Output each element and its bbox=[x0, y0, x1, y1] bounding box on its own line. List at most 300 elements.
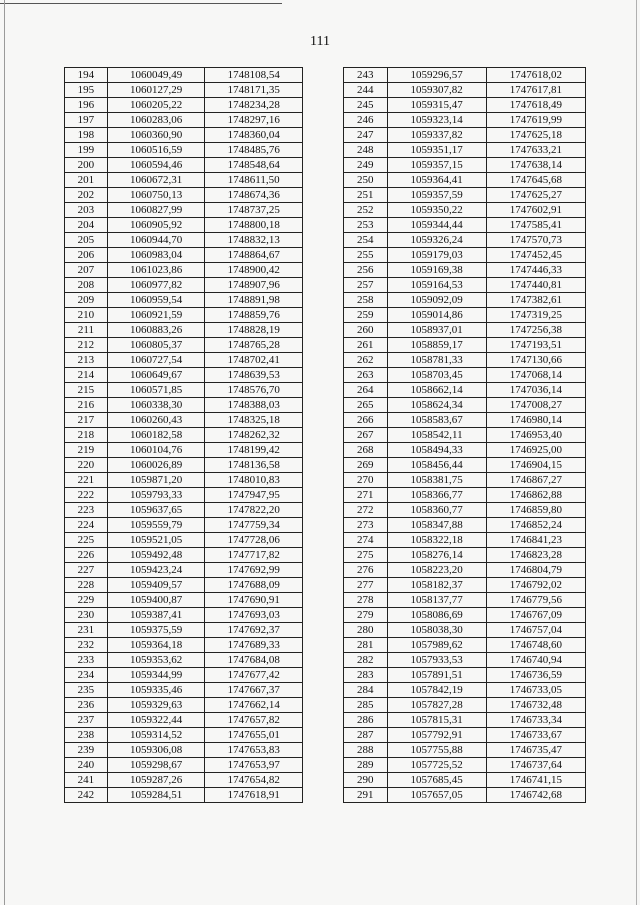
x-coordinate-cell: 1058456,44 bbox=[387, 458, 486, 473]
point-number-cell: 291 bbox=[344, 788, 388, 803]
y-coordinate-cell: 1746804,79 bbox=[486, 563, 585, 578]
point-number-cell: 205 bbox=[65, 233, 108, 248]
table-row bbox=[65, 593, 303, 608]
x-coordinate-cell: 1060883,26 bbox=[107, 323, 205, 338]
x-coordinate-cell: 1058781,33 bbox=[387, 353, 486, 368]
page-edge-right bbox=[636, 0, 637, 905]
x-coordinate-cell: 1059350,22 bbox=[387, 203, 486, 218]
table-row bbox=[65, 398, 303, 413]
table-row bbox=[65, 473, 303, 488]
point-number-cell: 256 bbox=[344, 263, 388, 278]
x-coordinate-cell: 1059353,62 bbox=[107, 653, 205, 668]
point-number-cell: 267 bbox=[344, 428, 388, 443]
x-coordinate-cell: 1059335,46 bbox=[107, 683, 205, 698]
y-coordinate-cell: 1747677,42 bbox=[205, 668, 303, 683]
table-row bbox=[344, 608, 586, 623]
table-row bbox=[65, 578, 303, 593]
x-coordinate-cell: 1060205,22 bbox=[107, 98, 205, 113]
x-coordinate-cell: 1057989,62 bbox=[387, 638, 486, 653]
table-row bbox=[65, 488, 303, 503]
table-row bbox=[344, 638, 586, 653]
y-coordinate-cell: 1748234,28 bbox=[205, 98, 303, 113]
table-row bbox=[344, 293, 586, 308]
y-coordinate-cell: 1747625,18 bbox=[486, 128, 585, 143]
table-row bbox=[65, 533, 303, 548]
y-coordinate-cell: 1747036,14 bbox=[486, 383, 585, 398]
y-coordinate-cell: 1748832,13 bbox=[205, 233, 303, 248]
table-row bbox=[344, 323, 586, 338]
x-coordinate-cell: 1057827,28 bbox=[387, 698, 486, 713]
x-coordinate-cell: 1059329,63 bbox=[107, 698, 205, 713]
x-coordinate-cell: 1060283,06 bbox=[107, 113, 205, 128]
point-number-cell: 197 bbox=[65, 113, 108, 128]
x-coordinate-cell: 1060983,04 bbox=[107, 248, 205, 263]
table-row bbox=[344, 113, 586, 128]
y-coordinate-cell: 1747625,27 bbox=[486, 188, 585, 203]
y-coordinate-cell: 1747692,99 bbox=[205, 563, 303, 578]
y-coordinate-cell: 1748171,35 bbox=[205, 83, 303, 98]
x-coordinate-cell: 1059409,57 bbox=[107, 578, 205, 593]
x-coordinate-cell: 1060944,70 bbox=[107, 233, 205, 248]
table-row bbox=[65, 548, 303, 563]
table-row bbox=[65, 98, 303, 113]
x-coordinate-cell: 1058347,88 bbox=[387, 518, 486, 533]
x-coordinate-cell: 1058381,75 bbox=[387, 473, 486, 488]
point-number-cell: 209 bbox=[65, 293, 108, 308]
point-number-cell: 217 bbox=[65, 413, 108, 428]
y-coordinate-cell: 1748611,50 bbox=[205, 173, 303, 188]
x-coordinate-cell: 1060805,37 bbox=[107, 338, 205, 353]
x-coordinate-cell: 1057725,52 bbox=[387, 758, 486, 773]
point-number-cell: 271 bbox=[344, 488, 388, 503]
y-coordinate-cell: 1748828,19 bbox=[205, 323, 303, 338]
y-coordinate-cell: 1747822,20 bbox=[205, 503, 303, 518]
table-row bbox=[344, 668, 586, 683]
table-row bbox=[344, 398, 586, 413]
point-number-cell: 258 bbox=[344, 293, 388, 308]
y-coordinate-cell: 1748010,83 bbox=[205, 473, 303, 488]
y-coordinate-cell: 1746757,04 bbox=[486, 623, 585, 638]
table-row bbox=[65, 383, 303, 398]
x-coordinate-cell: 1060977,82 bbox=[107, 278, 205, 293]
y-coordinate-cell: 1746741,15 bbox=[486, 773, 585, 788]
point-number-cell: 238 bbox=[65, 728, 108, 743]
point-number-cell: 235 bbox=[65, 683, 108, 698]
y-coordinate-cell: 1747759,34 bbox=[205, 518, 303, 533]
table-row bbox=[344, 143, 586, 158]
point-number-cell: 228 bbox=[65, 578, 108, 593]
table-row bbox=[344, 578, 586, 593]
table-row bbox=[344, 593, 586, 608]
point-number-cell: 261 bbox=[344, 338, 388, 353]
table-row bbox=[65, 758, 303, 773]
x-coordinate-cell: 1060921,59 bbox=[107, 308, 205, 323]
table-row bbox=[344, 503, 586, 518]
table-row bbox=[65, 233, 303, 248]
y-coordinate-cell: 1746792,02 bbox=[486, 578, 585, 593]
x-coordinate-cell: 1060260,43 bbox=[107, 413, 205, 428]
y-coordinate-cell: 1748360,04 bbox=[205, 128, 303, 143]
table-row bbox=[344, 713, 586, 728]
x-coordinate-cell: 1058038,30 bbox=[387, 623, 486, 638]
y-coordinate-cell: 1748199,42 bbox=[205, 443, 303, 458]
table-row bbox=[65, 83, 303, 98]
point-number-cell: 201 bbox=[65, 173, 108, 188]
table-row bbox=[344, 68, 586, 83]
y-coordinate-cell: 1747008,27 bbox=[486, 398, 585, 413]
point-number-cell: 195 bbox=[65, 83, 108, 98]
y-coordinate-cell: 1748548,64 bbox=[205, 158, 303, 173]
y-coordinate-cell: 1747617,81 bbox=[486, 83, 585, 98]
table-row bbox=[65, 788, 303, 803]
table-row bbox=[344, 383, 586, 398]
point-number-cell: 264 bbox=[344, 383, 388, 398]
point-number-cell: 286 bbox=[344, 713, 388, 728]
table-row bbox=[344, 533, 586, 548]
y-coordinate-cell: 1747717,82 bbox=[205, 548, 303, 563]
y-coordinate-cell: 1748297,16 bbox=[205, 113, 303, 128]
table-row bbox=[65, 503, 303, 518]
x-coordinate-cell: 1060026,89 bbox=[107, 458, 205, 473]
x-coordinate-cell: 1060571,85 bbox=[107, 383, 205, 398]
x-coordinate-cell: 1058223,20 bbox=[387, 563, 486, 578]
point-number-cell: 254 bbox=[344, 233, 388, 248]
x-coordinate-cell: 1057755,88 bbox=[387, 743, 486, 758]
y-coordinate-cell: 1747618,02 bbox=[486, 68, 585, 83]
point-number-cell: 257 bbox=[344, 278, 388, 293]
point-number-cell: 279 bbox=[344, 608, 388, 623]
y-coordinate-cell: 1748108,54 bbox=[205, 68, 303, 83]
y-coordinate-cell: 1748737,25 bbox=[205, 203, 303, 218]
y-coordinate-cell: 1747662,14 bbox=[205, 698, 303, 713]
x-coordinate-cell: 1060516,59 bbox=[107, 143, 205, 158]
x-coordinate-cell: 1059284,51 bbox=[107, 788, 205, 803]
point-number-cell: 290 bbox=[344, 773, 388, 788]
x-coordinate-cell: 1059323,14 bbox=[387, 113, 486, 128]
table-row bbox=[344, 548, 586, 563]
y-coordinate-cell: 1746904,15 bbox=[486, 458, 585, 473]
y-coordinate-cell: 1747256,38 bbox=[486, 323, 585, 338]
table-row bbox=[344, 248, 586, 263]
table-row bbox=[344, 353, 586, 368]
table-row bbox=[65, 113, 303, 128]
table-row bbox=[65, 728, 303, 743]
x-coordinate-cell: 1060338,30 bbox=[107, 398, 205, 413]
table-row bbox=[65, 143, 303, 158]
table-row bbox=[344, 428, 586, 443]
x-coordinate-cell: 1057685,45 bbox=[387, 773, 486, 788]
x-coordinate-cell: 1058542,11 bbox=[387, 428, 486, 443]
table-row bbox=[65, 668, 303, 683]
x-coordinate-cell: 1059357,15 bbox=[387, 158, 486, 173]
table-row bbox=[65, 698, 303, 713]
y-coordinate-cell: 1747585,41 bbox=[486, 218, 585, 233]
table-row bbox=[344, 173, 586, 188]
x-coordinate-cell: 1060905,92 bbox=[107, 218, 205, 233]
y-coordinate-cell: 1746953,40 bbox=[486, 428, 585, 443]
y-coordinate-cell: 1746735,47 bbox=[486, 743, 585, 758]
x-coordinate-cell: 1058322,18 bbox=[387, 533, 486, 548]
y-coordinate-cell: 1746732,48 bbox=[486, 698, 585, 713]
point-number-cell: 194 bbox=[65, 68, 108, 83]
table-row bbox=[65, 563, 303, 578]
x-coordinate-cell: 1058583,67 bbox=[387, 413, 486, 428]
table-row bbox=[65, 158, 303, 173]
table-row bbox=[65, 518, 303, 533]
point-number-cell: 281 bbox=[344, 638, 388, 653]
point-number-cell: 236 bbox=[65, 698, 108, 713]
point-number-cell: 245 bbox=[344, 98, 388, 113]
x-coordinate-cell: 1059169,38 bbox=[387, 263, 486, 278]
y-coordinate-cell: 1748859,76 bbox=[205, 308, 303, 323]
y-coordinate-cell: 1748325,18 bbox=[205, 413, 303, 428]
x-coordinate-cell: 1058086,69 bbox=[387, 608, 486, 623]
x-coordinate-cell: 1058624,34 bbox=[387, 398, 486, 413]
point-number-cell: 260 bbox=[344, 323, 388, 338]
y-coordinate-cell: 1746841,23 bbox=[486, 533, 585, 548]
point-number-cell: 222 bbox=[65, 488, 108, 503]
table-row bbox=[65, 278, 303, 293]
x-coordinate-cell: 1058276,14 bbox=[387, 548, 486, 563]
x-coordinate-cell: 1060672,31 bbox=[107, 173, 205, 188]
y-coordinate-cell: 1748900,42 bbox=[205, 263, 303, 278]
y-coordinate-cell: 1748702,41 bbox=[205, 353, 303, 368]
point-number-cell: 276 bbox=[344, 563, 388, 578]
y-coordinate-cell: 1747667,37 bbox=[205, 683, 303, 698]
point-number-cell: 277 bbox=[344, 578, 388, 593]
x-coordinate-cell: 1059423,24 bbox=[107, 563, 205, 578]
y-coordinate-cell: 1747618,49 bbox=[486, 98, 585, 113]
point-number-cell: 272 bbox=[344, 503, 388, 518]
table-row bbox=[65, 353, 303, 368]
table-row bbox=[65, 683, 303, 698]
y-coordinate-cell: 1746748,60 bbox=[486, 638, 585, 653]
point-number-cell: 210 bbox=[65, 308, 108, 323]
y-coordinate-cell: 1747570,73 bbox=[486, 233, 585, 248]
point-number-cell: 221 bbox=[65, 473, 108, 488]
table-row bbox=[344, 488, 586, 503]
y-coordinate-cell: 1746823,28 bbox=[486, 548, 585, 563]
point-number-cell: 243 bbox=[344, 68, 388, 83]
y-coordinate-cell: 1746767,09 bbox=[486, 608, 585, 623]
table-row bbox=[344, 473, 586, 488]
point-number-cell: 231 bbox=[65, 623, 108, 638]
coordinates-table-left bbox=[64, 67, 303, 803]
x-coordinate-cell: 1060104,76 bbox=[107, 443, 205, 458]
x-coordinate-cell: 1058662,14 bbox=[387, 383, 486, 398]
point-number-cell: 208 bbox=[65, 278, 108, 293]
point-number-cell: 288 bbox=[344, 743, 388, 758]
x-coordinate-cell: 1057815,31 bbox=[387, 713, 486, 728]
table-row bbox=[65, 203, 303, 218]
point-number-cell: 224 bbox=[65, 518, 108, 533]
table-row bbox=[344, 158, 586, 173]
point-number-cell: 262 bbox=[344, 353, 388, 368]
table-row bbox=[344, 458, 586, 473]
table-row bbox=[65, 743, 303, 758]
y-coordinate-cell: 1747618,91 bbox=[205, 788, 303, 803]
table-row bbox=[65, 713, 303, 728]
table-row bbox=[344, 683, 586, 698]
point-number-cell: 207 bbox=[65, 263, 108, 278]
y-coordinate-cell: 1747693,03 bbox=[205, 608, 303, 623]
point-number-cell: 232 bbox=[65, 638, 108, 653]
y-coordinate-cell: 1747692,37 bbox=[205, 623, 303, 638]
y-coordinate-cell: 1747728,06 bbox=[205, 533, 303, 548]
point-number-cell: 263 bbox=[344, 368, 388, 383]
y-coordinate-cell: 1746740,94 bbox=[486, 653, 585, 668]
top-rule bbox=[0, 3, 282, 4]
y-coordinate-cell: 1748674,36 bbox=[205, 188, 303, 203]
table-row bbox=[65, 368, 303, 383]
point-number-cell: 223 bbox=[65, 503, 108, 518]
table-row bbox=[344, 443, 586, 458]
coordinates-table-right bbox=[343, 67, 586, 803]
x-coordinate-cell: 1059344,44 bbox=[387, 218, 486, 233]
x-coordinate-cell: 1059559,79 bbox=[107, 518, 205, 533]
y-coordinate-cell: 1747688,09 bbox=[205, 578, 303, 593]
point-number-cell: 268 bbox=[344, 443, 388, 458]
x-coordinate-cell: 1059521,05 bbox=[107, 533, 205, 548]
y-coordinate-cell: 1747633,21 bbox=[486, 143, 585, 158]
x-coordinate-cell: 1057657,05 bbox=[387, 788, 486, 803]
table-row bbox=[65, 443, 303, 458]
x-coordinate-cell: 1059387,41 bbox=[107, 608, 205, 623]
table-row bbox=[344, 368, 586, 383]
y-coordinate-cell: 1746862,88 bbox=[486, 488, 585, 503]
point-number-cell: 198 bbox=[65, 128, 108, 143]
point-number-cell: 233 bbox=[65, 653, 108, 668]
x-coordinate-cell: 1058937,01 bbox=[387, 323, 486, 338]
x-coordinate-cell: 1059793,33 bbox=[107, 488, 205, 503]
table-row bbox=[344, 218, 586, 233]
point-number-cell: 213 bbox=[65, 353, 108, 368]
y-coordinate-cell: 1748262,32 bbox=[205, 428, 303, 443]
y-coordinate-cell: 1746980,14 bbox=[486, 413, 585, 428]
point-number-cell: 214 bbox=[65, 368, 108, 383]
table-row bbox=[344, 773, 586, 788]
y-coordinate-cell: 1748639,53 bbox=[205, 368, 303, 383]
page-edge-left bbox=[4, 0, 5, 905]
table-row bbox=[65, 623, 303, 638]
x-coordinate-cell: 1059179,03 bbox=[387, 248, 486, 263]
x-coordinate-cell: 1059871,20 bbox=[107, 473, 205, 488]
table-row bbox=[344, 698, 586, 713]
point-number-cell: 278 bbox=[344, 593, 388, 608]
table-row bbox=[65, 188, 303, 203]
x-coordinate-cell: 1060049,49 bbox=[107, 68, 205, 83]
x-coordinate-cell: 1059296,57 bbox=[387, 68, 486, 83]
y-coordinate-cell: 1748800,18 bbox=[205, 218, 303, 233]
table-row bbox=[344, 263, 586, 278]
x-coordinate-cell: 1060182,58 bbox=[107, 428, 205, 443]
table-row bbox=[344, 728, 586, 743]
table-row bbox=[65, 68, 303, 83]
point-number-cell: 282 bbox=[344, 653, 388, 668]
y-coordinate-cell: 1747193,51 bbox=[486, 338, 585, 353]
table-row bbox=[344, 98, 586, 113]
table-row bbox=[65, 173, 303, 188]
x-coordinate-cell: 1059400,87 bbox=[107, 593, 205, 608]
point-number-cell: 253 bbox=[344, 218, 388, 233]
table-row bbox=[344, 308, 586, 323]
x-coordinate-cell: 1059314,52 bbox=[107, 728, 205, 743]
table-row bbox=[65, 338, 303, 353]
x-coordinate-cell: 1059287,26 bbox=[107, 773, 205, 788]
y-coordinate-cell: 1747068,14 bbox=[486, 368, 585, 383]
y-coordinate-cell: 1747602,91 bbox=[486, 203, 585, 218]
x-coordinate-cell: 1059326,24 bbox=[387, 233, 486, 248]
table-row bbox=[344, 758, 586, 773]
point-number-cell: 251 bbox=[344, 188, 388, 203]
point-number-cell: 246 bbox=[344, 113, 388, 128]
x-coordinate-cell: 1059364,18 bbox=[107, 638, 205, 653]
y-coordinate-cell: 1747653,97 bbox=[205, 758, 303, 773]
x-coordinate-cell: 1059492,48 bbox=[107, 548, 205, 563]
x-coordinate-cell: 1059315,47 bbox=[387, 98, 486, 113]
x-coordinate-cell: 1060750,13 bbox=[107, 188, 205, 203]
y-coordinate-cell: 1747619,99 bbox=[486, 113, 585, 128]
point-number-cell: 204 bbox=[65, 218, 108, 233]
point-number-cell: 234 bbox=[65, 668, 108, 683]
point-number-cell: 218 bbox=[65, 428, 108, 443]
table-row bbox=[65, 248, 303, 263]
table-row bbox=[65, 608, 303, 623]
point-number-cell: 249 bbox=[344, 158, 388, 173]
point-number-cell: 227 bbox=[65, 563, 108, 578]
y-coordinate-cell: 1747645,68 bbox=[486, 173, 585, 188]
table-row bbox=[344, 233, 586, 248]
point-number-cell: 255 bbox=[344, 248, 388, 263]
point-number-cell: 274 bbox=[344, 533, 388, 548]
point-number-cell: 250 bbox=[344, 173, 388, 188]
point-number-cell: 226 bbox=[65, 548, 108, 563]
y-coordinate-cell: 1748136,58 bbox=[205, 458, 303, 473]
y-coordinate-cell: 1747452,45 bbox=[486, 248, 585, 263]
point-number-cell: 285 bbox=[344, 698, 388, 713]
point-number-cell: 225 bbox=[65, 533, 108, 548]
point-number-cell: 270 bbox=[344, 473, 388, 488]
table-row bbox=[65, 773, 303, 788]
x-coordinate-cell: 1057842,19 bbox=[387, 683, 486, 698]
y-coordinate-cell: 1746779,56 bbox=[486, 593, 585, 608]
page-number: 111 bbox=[310, 34, 330, 49]
y-coordinate-cell: 1748388,03 bbox=[205, 398, 303, 413]
x-coordinate-cell: 1058703,45 bbox=[387, 368, 486, 383]
table-row bbox=[65, 413, 303, 428]
y-coordinate-cell: 1747638,14 bbox=[486, 158, 585, 173]
point-number-cell: 265 bbox=[344, 398, 388, 413]
point-number-cell: 230 bbox=[65, 608, 108, 623]
y-coordinate-cell: 1746737,64 bbox=[486, 758, 585, 773]
point-number-cell: 266 bbox=[344, 413, 388, 428]
point-number-cell: 275 bbox=[344, 548, 388, 563]
y-coordinate-cell: 1747689,33 bbox=[205, 638, 303, 653]
table-row bbox=[344, 203, 586, 218]
table-row bbox=[344, 653, 586, 668]
point-number-cell: 239 bbox=[65, 743, 108, 758]
y-coordinate-cell: 1747684,08 bbox=[205, 653, 303, 668]
x-coordinate-cell: 1059637,65 bbox=[107, 503, 205, 518]
x-coordinate-cell: 1059322,44 bbox=[107, 713, 205, 728]
x-coordinate-cell: 1059306,08 bbox=[107, 743, 205, 758]
y-coordinate-cell: 1747319,25 bbox=[486, 308, 585, 323]
point-number-cell: 215 bbox=[65, 383, 108, 398]
x-coordinate-cell: 1059351,17 bbox=[387, 143, 486, 158]
y-coordinate-cell: 1748907,96 bbox=[205, 278, 303, 293]
x-coordinate-cell: 1059307,82 bbox=[387, 83, 486, 98]
x-coordinate-cell: 1059375,59 bbox=[107, 623, 205, 638]
